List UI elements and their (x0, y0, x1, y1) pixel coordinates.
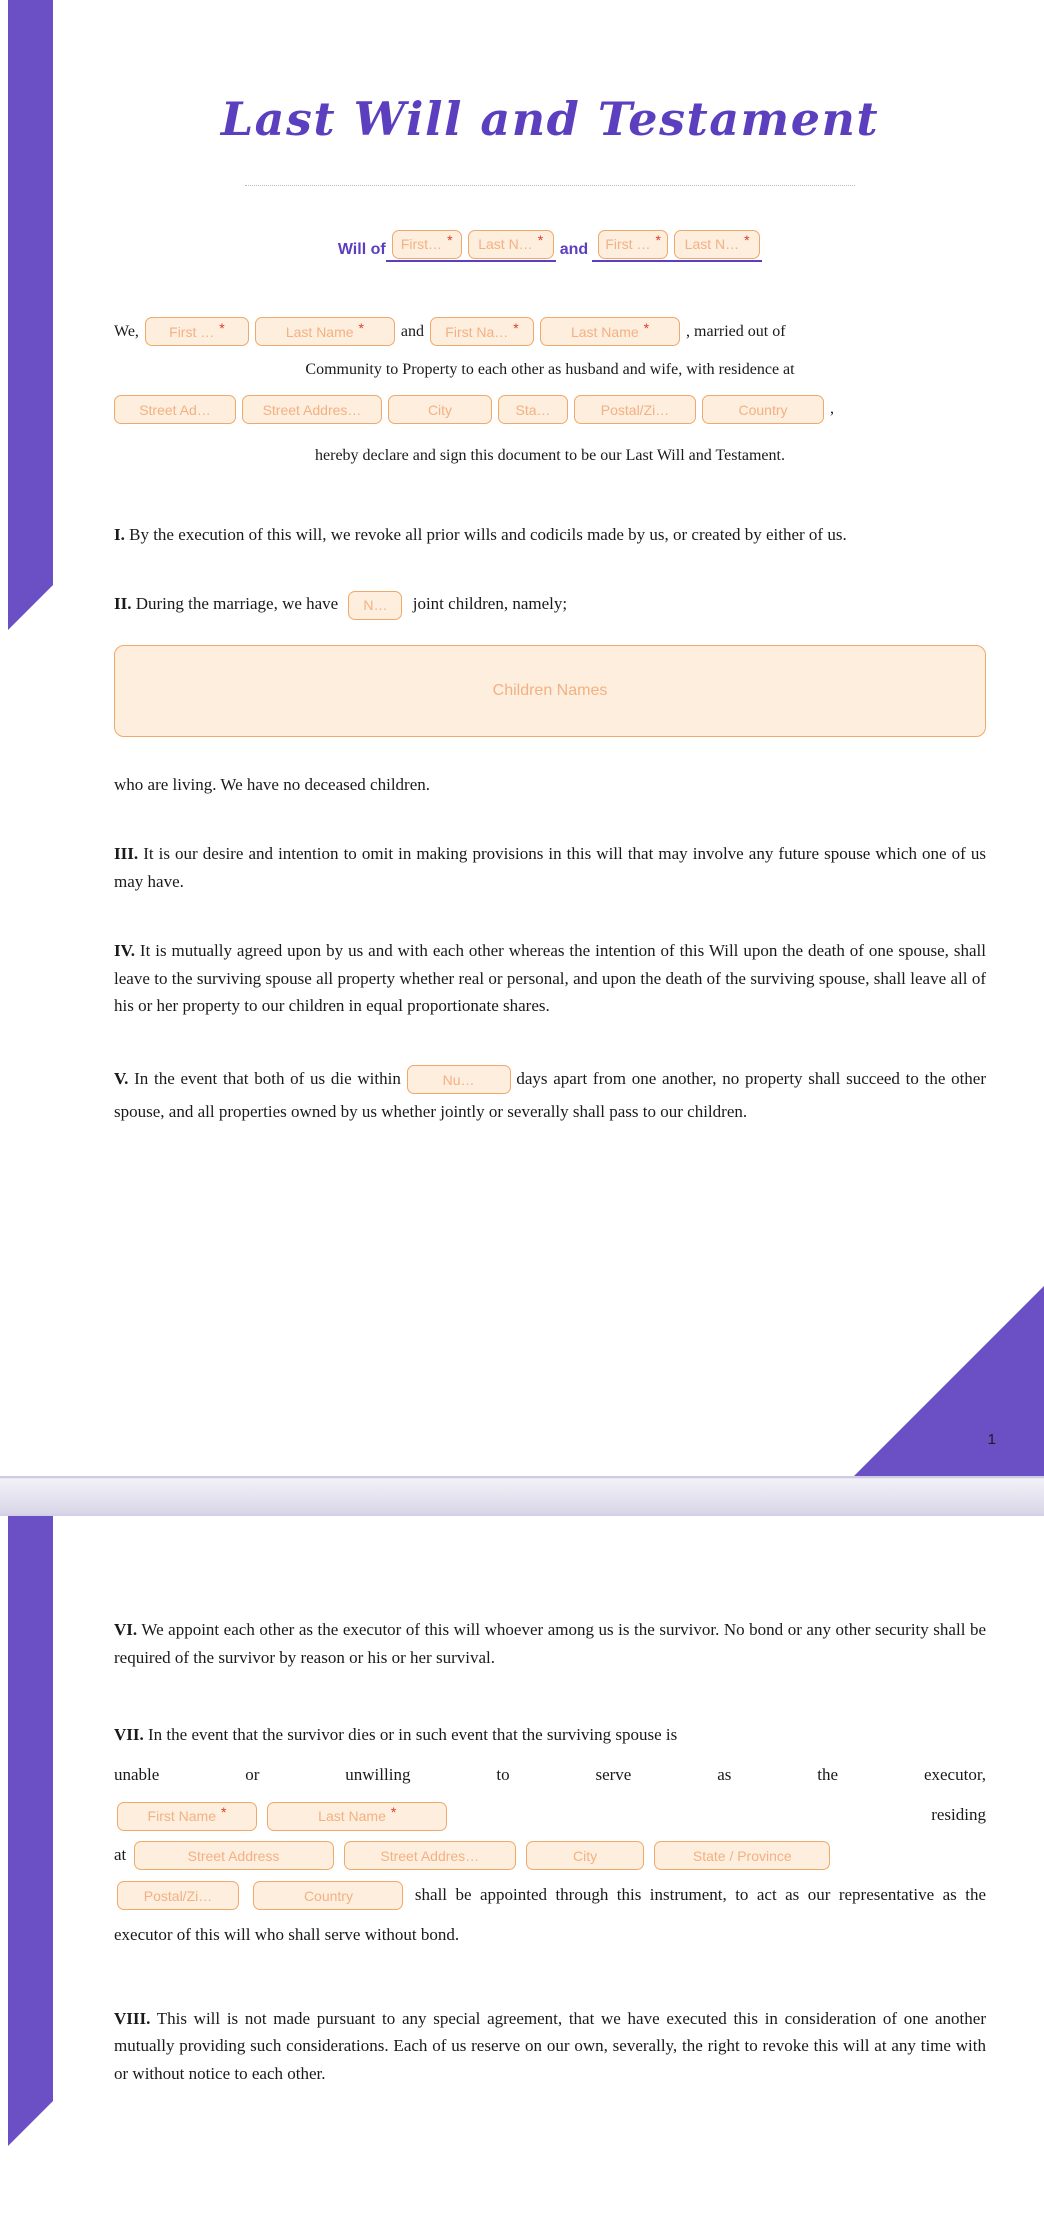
executor-street-address-1-placeholder: Street Address (187, 1847, 280, 1864)
required-asterisk: * (221, 1804, 227, 1821)
clause-ii-before-text: During the marriage, we have (135, 594, 339, 614)
willof-first-name-1-placeholder: First… (400, 236, 443, 253)
clause-iv-paragraph (114, 937, 986, 1020)
declarant-2-last-name-field[interactable] (540, 317, 680, 346)
clause-vii-word-to: to (496, 1765, 510, 1784)
page-title: Last Will and Testament (220, 92, 880, 146)
clause-viii-text: This will is not made pursuant to any special agreement, that we have executed this in consideration of one another mutually providing such considerations. Each of us reserve on our own, severally, the right to revoke this will at any time with or without notice to each other. (114, 2008, 986, 2083)
residence-state-field[interactable] (498, 395, 568, 424)
children-names-placeholder: Children Names (492, 681, 608, 699)
hereby-declare-text: hereby declare and sign this document to be our Last Will and Testament. (315, 446, 785, 464)
executor-first-name-field[interactable] (117, 1802, 257, 1831)
clause-viii-number: VIII. (114, 2008, 151, 2028)
declarant-2-last-name-placeholder: Last Name (570, 323, 639, 340)
clause-vii-word-unwilling: unwilling (345, 1765, 411, 1784)
clause-iv-text: It is mutually agreed upon by us and with each other whereas the intention of this Will upon the death of one spouse, shall leave to the surviving spouse all property whether real or personal, and upon the death of the surviving spouse, shall leave all of his or her property to our children in equal proportionate shares. (114, 941, 986, 1016)
executor-country-field[interactable] (253, 1881, 403, 1910)
required-asterisk: * (744, 232, 750, 249)
will-of-spouse-1-group (386, 230, 556, 262)
executor-last-name-field[interactable] (267, 1802, 447, 1831)
residence-country-placeholder: Country (738, 401, 788, 418)
clause-iv-number: IV. (114, 941, 135, 961)
married-out-of-label: , married out of (686, 322, 786, 340)
page-number-label: 1 (987, 1431, 996, 1448)
willof-last-name-1-placeholder: Last N… (478, 236, 533, 253)
residence-city-placeholder: City (427, 401, 453, 418)
children-names-textarea[interactable] (114, 645, 986, 737)
executor-city-field[interactable] (526, 1841, 644, 1870)
clause-vii-word-unable: unable (114, 1765, 160, 1784)
residence-street-address-1-placeholder: Street Ad… (139, 401, 211, 418)
residence-street-address-2-field[interactable] (242, 395, 382, 424)
survivorship-days-field[interactable] (407, 1065, 511, 1094)
declaration-intro-block (114, 314, 986, 475)
clause-vii-paragraph (114, 1715, 986, 1955)
required-asterisk: * (358, 319, 364, 336)
executor-street-address-1-field[interactable] (134, 1841, 334, 1870)
executor-street-address-2-placeholder: Street Addres… (380, 1847, 480, 1864)
executor-country-placeholder: Country (303, 1887, 353, 1904)
willof-last-name-2-placeholder: Last N… (684, 236, 740, 253)
residence-postal-code-field[interactable] (574, 395, 696, 424)
executor-first-name-placeholder: First Name (147, 1808, 216, 1825)
clause-vii-word-serve: serve (595, 1765, 632, 1784)
joint-children-count-placeholder: N… (363, 597, 388, 614)
clause-v-paragraph (114, 1062, 986, 1128)
required-asterisk: * (655, 232, 661, 249)
declarant-1-last-name-placeholder: Last Name (285, 323, 354, 340)
clause-vii-tail-text: shall be appointed through this instrument, to act as our representative as the executor of this will who shall serve without bond. (114, 1884, 987, 1944)
will-of-row (114, 230, 986, 262)
clause-vii-line-2 (114, 1755, 986, 1795)
clause-iii-text: It is our desire and intention to omit in making provisions in this will that may involve any future spouse which one of us may have. (114, 844, 987, 891)
willof-first-name-2-field[interactable] (598, 230, 668, 259)
community-property-line (114, 352, 986, 389)
required-asterisk: * (390, 1804, 397, 1821)
clause-ii-after-text: joint children, namely; (412, 594, 568, 614)
required-asterisk: * (537, 232, 544, 249)
residence-postal-code-placeholder: Postal/Zi… (600, 401, 670, 418)
clause-vii-word-executor: executor, (923, 1765, 987, 1784)
residence-country-field[interactable] (702, 395, 824, 424)
executor-state-province-placeholder: State / Province (692, 1847, 792, 1864)
clause-i-number: I. (114, 524, 125, 544)
clause-ii-number: II. (114, 594, 132, 614)
required-asterisk: * (219, 319, 225, 336)
executor-postal-code-placeholder: Postal/Zi… (143, 1887, 213, 1904)
declarant-2-first-name-placeholder: First Na… (445, 323, 509, 340)
survivorship-days-placeholder: Nu… (442, 1071, 475, 1088)
declaration-and-label: and (400, 322, 425, 340)
willof-last-name-2-field[interactable] (674, 230, 760, 259)
clause-vii-line-1: In the event that the survivor dies or in such event that the surviving spouse is (148, 1725, 678, 1745)
clause-vii-residing-label: residing (931, 1804, 986, 1824)
page-separator (0, 1478, 1044, 1516)
declarant-1-first-name-field[interactable] (145, 317, 249, 346)
executor-state-province-field[interactable] (654, 1841, 830, 1870)
willof-last-name-1-field[interactable] (468, 230, 554, 259)
clause-iii-number: III. (114, 844, 139, 864)
we-label: We, (114, 322, 139, 340)
clause-vii-at-label: at (114, 1844, 127, 1864)
clause-vii-number: VII. (114, 1725, 144, 1745)
clause-ii-paragraph (114, 588, 986, 620)
clause-vii-word-or: or (245, 1765, 260, 1784)
executor-postal-code-field[interactable] (117, 1881, 239, 1910)
declaration-names-line (114, 314, 986, 351)
clause-i-paragraph (114, 521, 986, 549)
executor-street-address-2-field[interactable] (344, 1841, 516, 1870)
will-of-and-label: and (559, 240, 589, 258)
residence-street-address-1-field[interactable] (114, 395, 236, 424)
clause-vii-word-the: the (817, 1765, 839, 1784)
declarant-1-first-name-placeholder: First … (169, 323, 215, 340)
clause-viii-paragraph (114, 2005, 986, 2088)
residence-street-address-2-placeholder: Street Addres… (262, 401, 362, 418)
required-asterisk: * (513, 319, 519, 336)
clause-vi-paragraph (114, 1616, 986, 1671)
clause-v-after-text: days apart from one another, no property shall succeed to the other spouse, and all properties owned by us whether jointly or severally shall pass to our children. (114, 1068, 987, 1121)
clause-vii-word-as: as (717, 1765, 732, 1784)
executor-city-placeholder: City (572, 1847, 598, 1864)
document-page-2 (0, 1516, 1044, 2216)
clause-ii-closing-paragraph: who are living. We have no deceased children. (114, 774, 431, 794)
residence-state-placeholder: Sta… (515, 401, 551, 418)
will-of-spouse-2-group (592, 230, 762, 262)
clause-i-text: By the execution of this will, we revoke all prior wills and codicils made by us, or created by either of us. (129, 524, 847, 544)
required-asterisk: * (643, 319, 650, 336)
executor-last-name-placeholder: Last Name (318, 1808, 386, 1825)
community-property-text: Community to Property to each other as husband and wife, with residence at (305, 361, 795, 379)
residence-city-field[interactable] (388, 395, 492, 424)
will-of-label: Will of (337, 240, 386, 258)
clause-v-before-text: In the event that both of us die within (134, 1068, 401, 1088)
clause-vi-text: We appoint each other as the executor of this will whoever among us is the survivor. No bond or any other security shall be required of the survivor by reason or his or her survival. (114, 1620, 986, 1667)
declarant-1-last-name-field[interactable] (255, 317, 395, 346)
declarant-2-first-name-field[interactable] (430, 317, 534, 346)
bottom-right-purple-corner-decoration (854, 1286, 1044, 1476)
required-asterisk: * (447, 232, 453, 249)
clause-vi-number: VI. (114, 1620, 138, 1639)
clause-v-number: V. (114, 1068, 129, 1088)
willof-first-name-2-placeholder: First … (605, 236, 651, 253)
hereby-declare-line (114, 438, 986, 475)
clause-iii-paragraph (114, 840, 986, 895)
title-divider (245, 185, 855, 186)
address-trailing-comma: , (830, 400, 834, 418)
willof-first-name-1-field[interactable] (392, 230, 462, 259)
declaration-address-line (114, 391, 986, 428)
page-2-content (0, 1516, 1044, 2087)
joint-children-count-field[interactable] (348, 591, 402, 620)
